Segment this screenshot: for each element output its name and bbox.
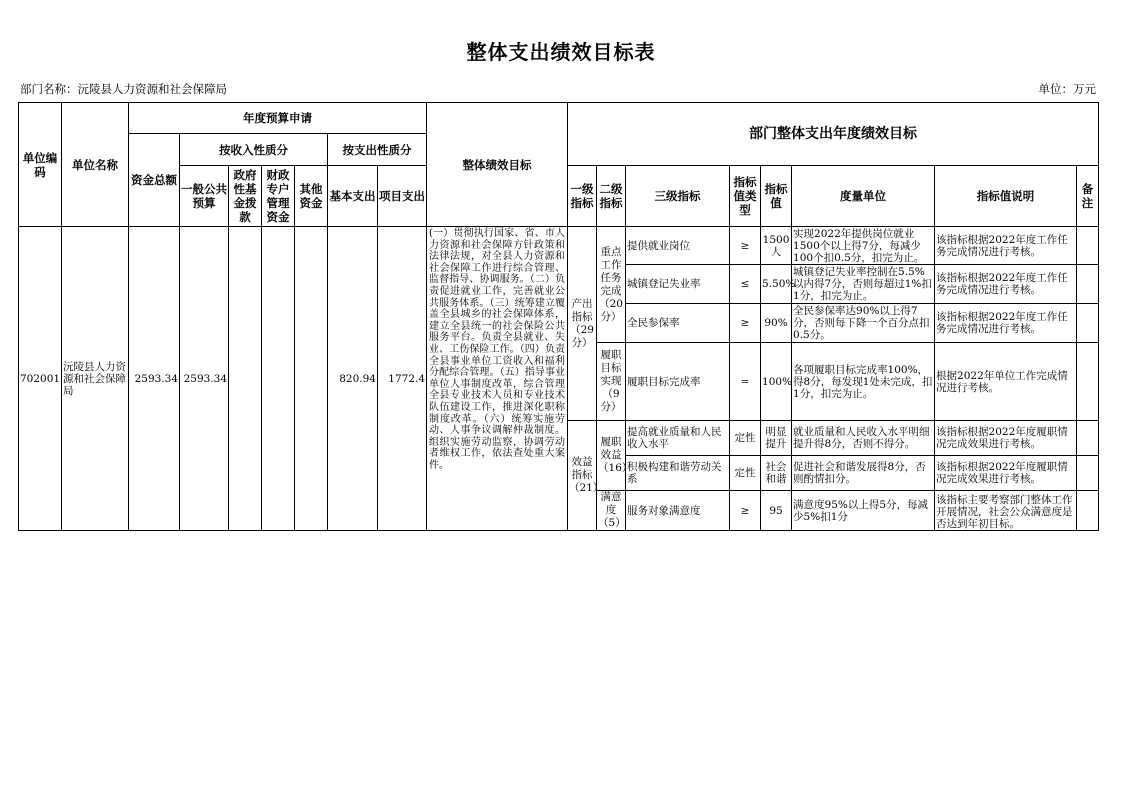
level3-cell: 城镇登记失业率: [626, 265, 730, 304]
measure-text: 城镇登记失业率控制在5.5%以内得7分，否则每超过1%扣1分，扣完为止。: [793, 266, 932, 302]
level3-cell: 积极构建和谐劳动关系: [626, 456, 730, 491]
header-overall-goal: 整体绩效目标: [427, 103, 568, 227]
unit-name: 沅陵县人力资源和社会保障局: [62, 227, 129, 531]
measure-cell: [792, 227, 935, 265]
value-cell: 明显提升: [761, 421, 792, 456]
performance-table: [18, 102, 1099, 531]
value-type-cell: ≥: [730, 491, 761, 531]
measure-text: 实现2022年提供岗位就业1500个以上得7分，每减少100个扣0.5分，扣完为止。: [793, 227, 925, 264]
unit-code: 702001: [19, 227, 62, 531]
header-gov-fund: 政府性基金拨款: [229, 166, 262, 227]
value-cell: 1500人: [761, 227, 792, 265]
value-cell: 90%: [761, 304, 792, 343]
level3-cell: 提高就业质量和人民收入水平: [626, 421, 730, 456]
measure-text: 全民参保率达90%以上得7分，否则每下降一个百分点扣0.5分。: [793, 305, 930, 341]
value-type-cell: ≥: [730, 227, 761, 265]
explain-cell: 根据2022年单位工作完成情况进行考核。: [935, 343, 1077, 421]
table-row: [19, 227, 1099, 265]
level3-cell: 提供就业岗位: [626, 227, 730, 265]
explain-cell: [935, 491, 1077, 531]
remark-cell: [1077, 456, 1099, 491]
value-cell: 100%: [761, 343, 792, 421]
level1-benefit: 效益指标（21）: [568, 421, 597, 531]
header-level1: 一级指标: [568, 166, 597, 227]
measure-cell: [792, 304, 935, 343]
header-by-expense: 按支出性质分: [328, 134, 427, 166]
header-value: 指标值: [761, 166, 792, 227]
header-fund-total: 资金总额: [129, 134, 180, 227]
header-explain: 指标值说明: [935, 166, 1077, 227]
general-budget: 2593.34: [180, 227, 229, 531]
explain-cell: 该指标根据2022年度履职情况完成效果进行考核。: [935, 456, 1077, 491]
remark-cell: [1077, 304, 1099, 343]
remark-cell: [1077, 343, 1099, 421]
header-remark: 备注: [1077, 166, 1099, 227]
basic-expense: 820.94: [328, 227, 378, 531]
level2-key-tasks: 重点工作任务完成（20分）: [597, 227, 626, 343]
level1-output: 产出指标（29分）: [568, 227, 597, 421]
remark-cell: [1077, 421, 1099, 456]
value-type-cell: ≤: [730, 265, 761, 304]
value-type-cell: 定性: [730, 421, 761, 456]
level2-duty-benefit: 履职效益（16）: [597, 421, 626, 491]
header-basic-expense: 基本支出: [328, 166, 378, 227]
measure-cell: 就业质量和人民收入水平明细提升得8分，否则不得分。: [792, 421, 935, 456]
header-value-type: 指标值类型: [730, 166, 761, 227]
explain-text: 该指标主要考察部门整体工作开展情况，社会公众满意度是否达到年初目标。: [936, 493, 1073, 530]
header-unit-code: 单位编码: [19, 103, 62, 227]
measure-cell: 满意度95%以上得5分，每减少5%扣1分: [792, 491, 935, 531]
level3-cell: 服务对象满意度: [626, 491, 730, 531]
header-level3: 三级指标: [626, 166, 730, 227]
header-general-budget: 一般公共预算: [180, 166, 229, 227]
value-cell: 95: [761, 491, 792, 531]
explain-cell: 该指标根据2022年度履职情况完成效果进行考核。: [935, 421, 1077, 456]
value-type-cell: 定性: [730, 456, 761, 491]
gov-fund: [229, 227, 262, 531]
department-name: 部门名称：沅陵县人力资源和社会保障局: [20, 82, 227, 96]
header-by-income: 按收入性质分: [180, 134, 328, 166]
value-cell: 社会和谐: [761, 456, 792, 491]
other-fund: [295, 227, 328, 531]
remark-cell: [1077, 491, 1099, 531]
header-other-fund: 其他资金: [295, 166, 328, 227]
explain-cell: 该指标根据2022年度工作任务完成情况进行考核。: [935, 227, 1077, 265]
header-measure: 度量单位: [792, 166, 935, 227]
explain-cell: 该指标根据2022年度工作任务完成情况进行考核。: [935, 304, 1077, 343]
value-cell: 5.50%: [761, 265, 792, 304]
level2-satisfaction: 满意度（5）: [598, 491, 626, 529]
page-title: 整体支出绩效目标表: [466, 40, 656, 64]
remark-cell: [1077, 227, 1099, 265]
value-type-cell: ≥: [730, 304, 761, 343]
level2-duty-target: 履职目标实现（9分）: [597, 343, 626, 421]
header-dept-goal: 部门整体支出年度绩效目标: [568, 103, 1099, 166]
overall-goal-text: (一）贯彻执行国家、省、市人力资源和社会保障方针政策和法律法规，对全县人力资源和社会保障工作进行综合管理、监督指导、协调服务。（二）负责促进就业工作，完善就业公共服务体系。（三）统筹建立覆盖全县城乡的社会保障体系，建立全县统一的社会保险公共服务平台。负责全县就业、失业、工伤保险工作。（四）负责全县事业单位工资收入和福利分配综合管理。（五）指导事业单位人事制度改革，综合管理全县专业技术人员和专业技术队伍建设工作，推进深化职称制度改革。（六）统筹实施劳动、人事争议调解仲裁制度。组织实施劳动监察，协调劳动者维权工作，依法查处重大案件。: [427, 227, 568, 531]
measure-cell: [792, 265, 935, 304]
explain-cell: 该指标根据2022年度工作任务完成情况进行考核。: [935, 265, 1077, 304]
header-fiscal-special: 财政专户管理资金: [262, 166, 295, 227]
measure-cell: 促进社会和谐发展得8分，否则酌情扣分。: [792, 456, 935, 491]
header-annual-budget: 年度预算申请: [129, 103, 427, 134]
level3-cell: 全民参保率: [626, 304, 730, 343]
level3-cell: 履职目标完成率: [626, 343, 730, 421]
fund-total: 2593.34: [129, 227, 180, 531]
project-expense: 1772.4: [378, 227, 427, 531]
header-project-expense: 项目支出: [378, 166, 427, 227]
measure-cell: 各项履职目标完成率100%，得8分，每发现1处未完成，扣1分，扣完为止。: [792, 343, 935, 421]
header-level2: 二级指标: [597, 166, 626, 227]
value-type-cell: =: [730, 343, 761, 421]
unit-label: 单位：万元: [1038, 82, 1096, 96]
remark-cell: [1077, 265, 1099, 304]
header-unit-name: 单位名称: [62, 103, 129, 227]
fiscal-special: [262, 227, 295, 531]
